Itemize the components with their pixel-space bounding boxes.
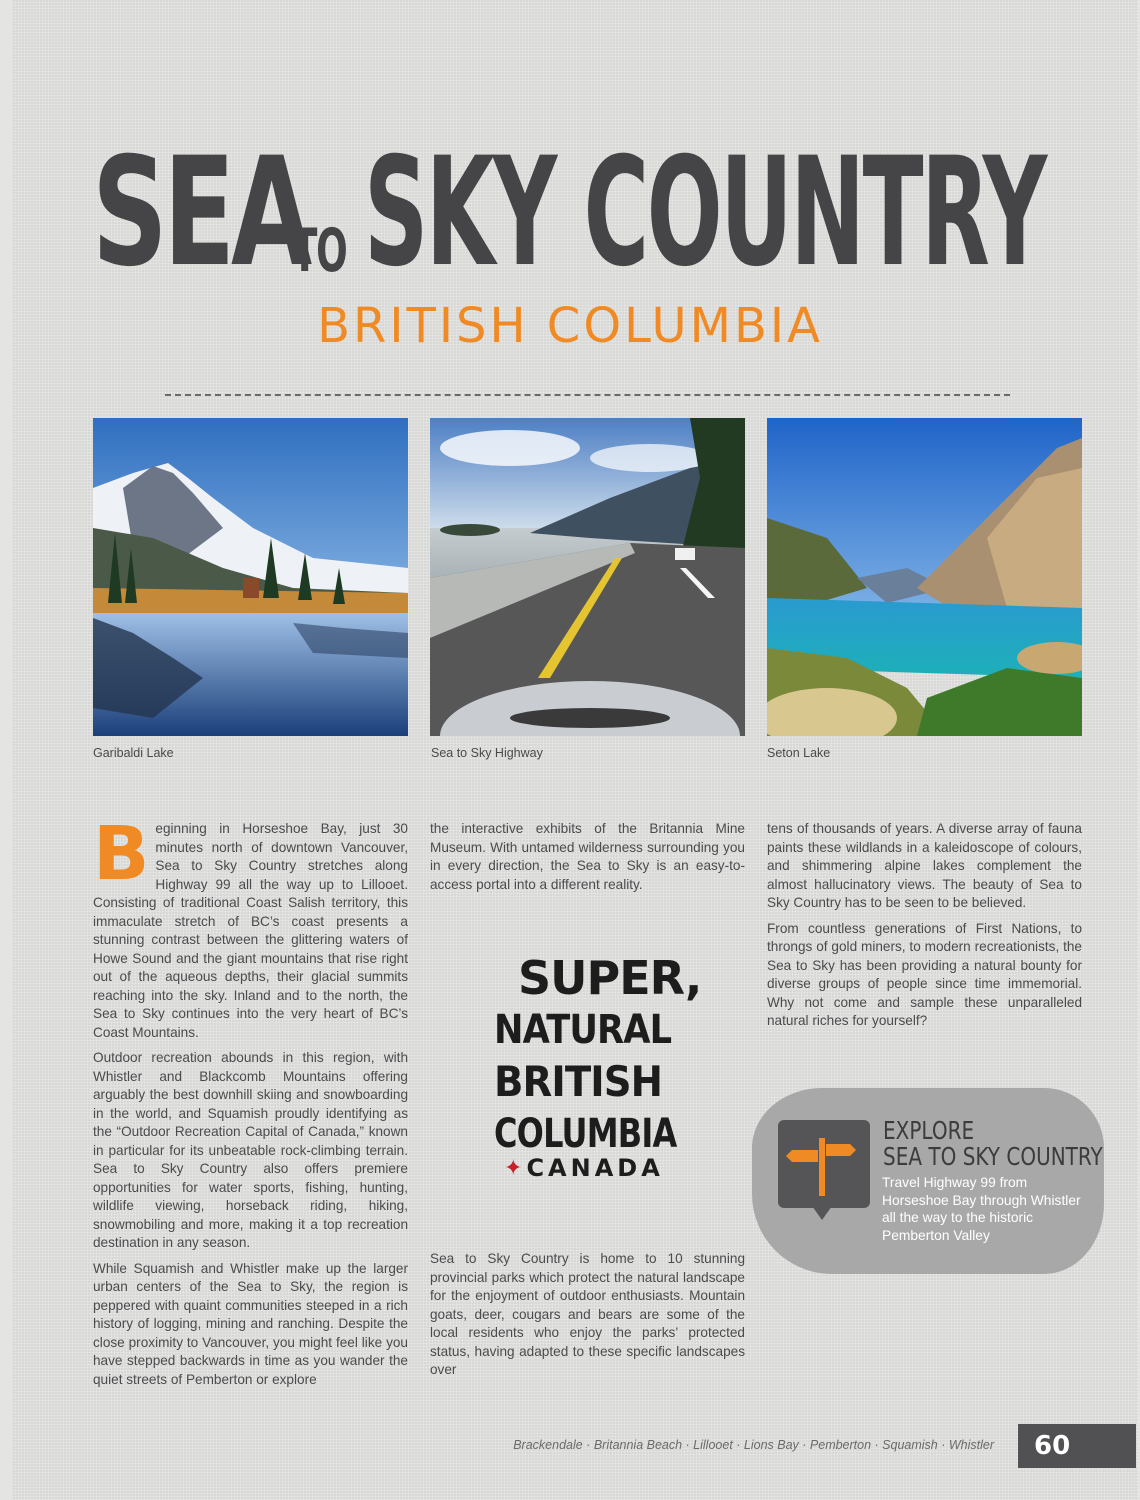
photo-seton-lake [767,418,1082,736]
photo-caption: Sea to Sky Highway [431,746,543,760]
explore-body: Travel Highway 99 from Horseshoe Bay through Whistler all the way to the historic Pemberton Valley [882,1175,1081,1243]
paragraph: From countless generations of First Nations, to throngs of gold miners, to modern recreationists, the Sea to Sky has been providing a natural bounty for diverse groups of people since time immemorial. Why not come and sample these unparalleled natural riches for yourself? [767,920,1082,1028]
signpost-icon [778,1120,870,1208]
article-column-2-top [430,820,745,901]
page-subtitle: BRITISH COLUMBIA [317,298,823,354]
article-column-1 [93,811,408,1396]
paragraph: the interactive exhibits of the Britannia Mine Museum. With untamed wilderness surrounding you in every direction, the Sea to Sky is an easy-to-access portal into a different reality. [430,821,745,892]
logo-line: CANADA [526,1154,664,1182]
title-sea: SEA [92,126,309,300]
paragraph: Sea to Sky Country is home to 10 stunning provincial parks which protect the natural landscape for the enjoyment of outdoor enthusiasts. Mountain goats, deer, cougars and bears are some of the local residents who enjoy the parks’ protected status, having adapted to these specific landscapes over [430,1251,745,1377]
paragraph: While Squamish and Whistler make up the larger urban centers of the Sea to Sky, the region is peppered with quaint communities steeped in a rich history of logging, mining and ranching. Despite the close proximity to Vancouver, you might feel like you have stepped backwards in time as you wander the quiet streets of Pemberton or explore [93,1260,408,1387]
paragraph [93,811,408,1042]
page-title [92,126,1092,300]
paragraph-text: eginning in Horseshoe Bay, just 30 minutes north of downtown Vancouver, Sea to Sky Country stretches along Highway 99 all the way up to Lillooet. Consisting of traditional Coast Salish territory, this immaculate stretch of BC’s coast presents a stunning contrast between the glittering waters of Howe Sound and the giant mountains that rise right out of the aqueous depths, their glacial summits reaching into the sky. Inland and to the north, the Sea to Sky continues into the very heart of BC’s Coast Mountains. [93,821,408,1040]
logo-line: SUPER, [518,951,702,1005]
explore-title-line: SEA TO SKY COUNTRY [883,1142,1103,1171]
photo-caption: Garibaldi Lake [93,746,174,760]
title-to: TO [292,216,347,286]
photo-sea-to-sky-highway [430,418,745,736]
maple-leaf-icon: ✦ [504,1155,523,1180]
logo-line: NATURAL [494,1007,672,1053]
photo-garibaldi-lake [93,418,408,736]
explore-title [883,1118,1103,1170]
footer-towns: Brackendale · Britannia Beach · Lillooet · Lions Bay · Pemberton · Squamish · Whistler [513,1438,994,1452]
explore-title-line: EXPLORE [883,1116,975,1145]
dropcap: B [93,811,150,897]
paragraph: tens of thousands of years. A diverse array of fauna paints these wildlands in a kaleidoscope of colours, and shimmering alpine lakes complement the almost hallucinatory views. The beauty of Sea to Sky Country has to be seen to be believed. [767,821,1082,910]
signpost-icon-box [778,1120,870,1208]
article-column-3 [767,820,1082,1038]
article-column-2-bottom [430,1250,745,1387]
logo-line: COLUMBIA [494,1111,677,1157]
title-sky-country: SKY COUNTRY [364,126,1045,300]
page-number: 60 [1018,1424,1136,1468]
logo-line: BRITISH [494,1057,663,1106]
divider [165,394,1010,396]
signpost-icon-tail [812,1206,832,1220]
super-natural-bc-logo [494,951,702,1192]
paragraph: Outdoor recreation abounds in this region, with Whistler and Blackcomb Mountains offering arguably the best downhill skiing and snowboarding in the world, and Squamish proudly identifying as the “Outdoor Recreation Capital of Canada,” known in particular for its unbeatable rock-climbing terrain. Sea to Sky Country also offers premiere opportunities for water sports, fishing, hunting, wildlife viewing, horseback riding, hiking, snowmobiling and more, making it a top recreation destination in any season. [93,1050,408,1250]
photo-caption: Seton Lake [767,746,831,760]
